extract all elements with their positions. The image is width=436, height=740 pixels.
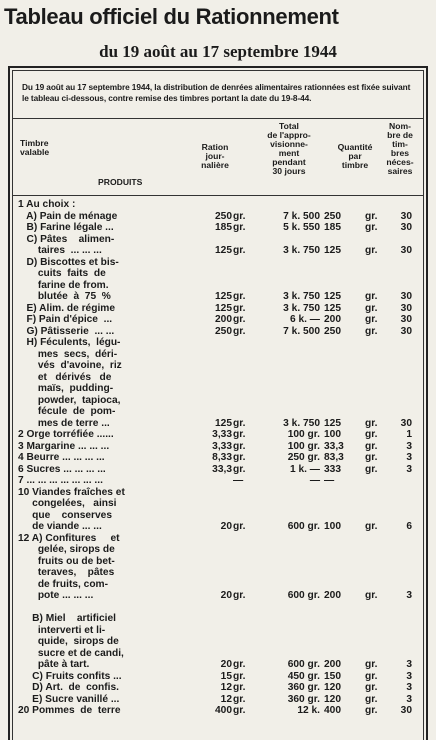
row-ration: 400 xyxy=(215,705,232,716)
row-total: 600 gr. xyxy=(287,659,320,670)
row-ration: 3,33 xyxy=(212,440,232,452)
row-label: gelée, sirops de xyxy=(18,544,115,555)
row-quantite: 120 xyxy=(324,693,341,705)
row-total: 3 k. 750 xyxy=(283,245,320,256)
row-ration: 3,33 xyxy=(212,429,232,440)
table-row xyxy=(18,521,418,533)
row-ration: 125 xyxy=(215,291,232,302)
row-quantite: 83,3 xyxy=(324,452,344,463)
row-unit: gr. xyxy=(365,291,378,302)
row-unit: gr. xyxy=(233,452,246,463)
row-label: G) Pâtisserie ... ... xyxy=(18,325,115,337)
table-row xyxy=(18,671,418,683)
header-quantite: Quantité par timbre xyxy=(337,142,373,170)
row-label: que conserves xyxy=(18,509,112,521)
row-label: mes de terre ... xyxy=(18,417,110,429)
row-nombre: 30 xyxy=(400,417,412,429)
table-row xyxy=(18,705,418,717)
row-unit: gr. xyxy=(233,417,246,429)
row-label: de fruits, com- xyxy=(18,578,109,590)
table-row xyxy=(18,314,418,326)
row-unit: gr. xyxy=(233,705,246,716)
row-label: C) Fruits confits ... xyxy=(18,670,122,682)
row-nombre: 3 xyxy=(406,440,412,452)
row-ration: 20 xyxy=(220,521,232,532)
row-quantite: 125 xyxy=(324,417,341,429)
row-unit: gr. xyxy=(233,314,246,325)
row-total: 100 gr. xyxy=(287,440,320,452)
table-row xyxy=(18,245,418,257)
row-unit: gr. xyxy=(233,590,246,601)
row-unit: gr. xyxy=(233,659,246,670)
table-row xyxy=(18,487,418,499)
row-unit: gr. xyxy=(365,314,378,325)
row-ration: 200 xyxy=(215,314,232,325)
table-row xyxy=(18,441,418,453)
row-label: D) Art. de confis. xyxy=(18,682,119,693)
row-label: H) Féculents, légu- xyxy=(18,337,121,348)
row-unit: gr. xyxy=(365,521,378,532)
row-label: farine de from. xyxy=(18,279,109,291)
row-unit: gr. xyxy=(365,245,378,256)
row-label: 2 Orge torréfiée ...... xyxy=(18,429,114,440)
row-label: 20 Pommes de terre xyxy=(18,705,121,716)
row-ration: 250 xyxy=(215,210,232,222)
document-title: Tableau officiel du Rationnement xyxy=(4,4,339,29)
table-row xyxy=(18,337,418,349)
table-row xyxy=(18,533,418,545)
row-nombre: 30 xyxy=(400,222,412,233)
header-bottom-rule xyxy=(13,195,423,196)
row-ration: 12 xyxy=(220,693,232,705)
row-ration: 125 xyxy=(215,302,232,314)
table-row xyxy=(18,291,418,303)
row-label: 10 Viandes fraîches et xyxy=(18,486,125,498)
row-unit: gr. xyxy=(233,325,246,337)
row-ration: 20 xyxy=(220,659,232,670)
row-total: 12 k. xyxy=(297,705,320,716)
row-unit: gr. xyxy=(365,590,378,601)
row-unit: gr. xyxy=(365,693,378,705)
table-row xyxy=(18,418,418,430)
row-label: 6 Sucres ... ... ... ... xyxy=(18,463,106,475)
row-total: 600 gr. xyxy=(287,590,320,601)
row-label: interverti et li- xyxy=(18,624,106,636)
table-row xyxy=(18,682,418,694)
table-row xyxy=(18,406,418,418)
row-label: C) Pâtes alimen- xyxy=(18,233,115,245)
row-unit: gr. xyxy=(365,417,378,429)
row-unit: gr. xyxy=(233,440,246,452)
row-quantite: 125 xyxy=(324,302,341,314)
table-row xyxy=(18,268,418,280)
row-unit: gr. xyxy=(365,659,378,670)
row-label: cuits faits de xyxy=(18,268,106,279)
row-quantite: 250 xyxy=(324,325,341,337)
table-row xyxy=(18,544,418,556)
row-ration: 250 xyxy=(215,325,232,337)
row-unit: gr. xyxy=(365,682,378,693)
row-nombre: 30 xyxy=(400,291,412,302)
table-row xyxy=(18,590,418,602)
row-quantite: 100 xyxy=(324,521,341,532)
row-total: 360 gr. xyxy=(287,682,320,693)
row-label: pâte à tart. xyxy=(18,659,90,670)
row-total: 360 gr. xyxy=(287,693,320,705)
row-ration: 125 xyxy=(215,417,232,429)
row-label: fruits ou de bet- xyxy=(18,555,115,567)
row-nombre: 1 xyxy=(406,429,412,440)
row-label: B) Farine légale ... xyxy=(18,222,114,233)
table-row xyxy=(18,383,418,395)
table-row xyxy=(18,556,418,568)
table-row xyxy=(18,452,418,464)
row-unit: gr. xyxy=(233,210,246,222)
row-label: mes secs, déri- xyxy=(18,348,118,360)
table-row xyxy=(18,280,418,292)
table-row xyxy=(18,326,418,338)
row-label: de viande ... ... xyxy=(18,521,102,532)
row-quantite: 100 xyxy=(324,429,341,440)
table-row xyxy=(18,659,418,671)
row-nombre: 30 xyxy=(400,302,412,314)
table-row xyxy=(18,579,418,591)
row-ration: 12 xyxy=(220,682,232,693)
row-unit: gr. xyxy=(365,440,378,452)
table-row xyxy=(18,694,418,706)
row-total: 5 k. 550 xyxy=(283,222,320,233)
row-quantite: — xyxy=(324,475,335,486)
row-unit: gr. xyxy=(233,302,246,314)
row-label: 7 ... ... ... ... ... ... ... xyxy=(18,475,103,486)
row-quantite: 120 xyxy=(324,682,341,693)
header-total: Total de l'appro- visionne- ment pendant 30 jours xyxy=(267,121,311,176)
row-nombre: 30 xyxy=(400,245,412,256)
row-nombre: 3 xyxy=(406,693,412,705)
row-nombre: 3 xyxy=(406,452,412,463)
row-unit: gr. xyxy=(233,693,246,705)
row-total: 1 k. — xyxy=(289,463,320,475)
row-label: F) Pain d'épice ... xyxy=(18,314,113,325)
row-unit: gr. xyxy=(233,222,246,233)
table-row xyxy=(18,395,418,407)
row-quantite: 200 xyxy=(324,590,341,601)
row-total: 3 k. 750 xyxy=(283,417,320,429)
row-unit: gr. xyxy=(365,302,378,314)
header-ration: Ration jour- nalière xyxy=(201,142,229,170)
row-total: 600 gr. xyxy=(287,521,320,532)
row-label: congelées, ainsi xyxy=(18,498,117,509)
row-label: teraves, pâtes xyxy=(18,567,115,578)
row-total: — xyxy=(309,475,320,486)
row-quantite: 125 xyxy=(324,245,341,256)
row-nombre: 30 xyxy=(400,325,412,337)
row-nombre: 30 xyxy=(400,314,412,325)
row-label: quide, sirops de xyxy=(18,636,119,647)
row-total: 3 k. 750 xyxy=(283,291,320,302)
row-total: 7 k. 500 xyxy=(283,325,320,337)
row-quantite: 200 xyxy=(324,659,341,670)
table-row xyxy=(18,303,418,315)
row-nombre: 30 xyxy=(400,705,412,716)
table-row xyxy=(18,360,418,372)
row-label: fécule de pom- xyxy=(18,406,116,417)
row-unit: gr. xyxy=(365,429,378,440)
row-unit: gr. xyxy=(365,452,378,463)
row-label: A) Pain de ménage xyxy=(18,210,118,222)
row-nombre: 3 xyxy=(406,463,412,475)
row-ration: 33,3 xyxy=(212,463,232,475)
row-total: 7 k. 500 xyxy=(283,210,320,222)
header-top-rule xyxy=(13,118,423,119)
document-subtitle: du 19 août au 17 septembre 1944 xyxy=(99,42,337,61)
header-nombre: Nom- bre de tim- bres néces- saires xyxy=(386,121,414,176)
table-row xyxy=(18,257,418,269)
row-ration: 15 xyxy=(220,670,232,682)
row-total: 250 gr. xyxy=(287,452,320,463)
row-unit: gr. xyxy=(233,463,246,475)
row-nombre: 3 xyxy=(406,670,412,682)
row-quantite: 185 xyxy=(324,222,341,233)
intro-paragraph: Du 19 août au 17 septembre 1944, la distribution de denrées alimentaires rationnées est fixée suivant le tableau ci-dessous, contre remise des timbres portant la date du 19-8-44. xyxy=(22,82,411,103)
row-label: et dérivés de xyxy=(18,371,112,383)
row-quantite: 150 xyxy=(324,670,341,682)
row-unit: — xyxy=(233,475,244,486)
row-label: E) Alim. de régime xyxy=(18,302,115,314)
row-label: D) Biscottes et bis- xyxy=(18,256,119,268)
row-ration: 20 xyxy=(220,590,232,601)
row-unit: gr. xyxy=(233,291,246,302)
row-ration: 8,33 xyxy=(212,452,232,463)
table-row xyxy=(18,636,418,648)
row-label: 3 Margarine ... ... ... xyxy=(18,440,110,452)
row-quantite: 125 xyxy=(324,291,341,302)
row-quantite: 200 xyxy=(324,314,341,325)
table-row xyxy=(18,234,418,246)
table-row xyxy=(18,211,418,223)
table-row xyxy=(18,475,418,487)
row-label: taires ... ... ... xyxy=(18,245,102,256)
row-label: 4 Beurre ... ... ... ... xyxy=(18,452,105,463)
table-row xyxy=(18,349,418,361)
row-label: vés d'avoine, riz xyxy=(18,360,122,371)
row-nombre: 6 xyxy=(406,521,412,532)
row-label: sucre et de candi, xyxy=(18,647,124,659)
table-row xyxy=(18,613,418,625)
row-unit: gr. xyxy=(365,222,378,233)
row-quantite: 33,3 xyxy=(324,440,344,452)
table-row xyxy=(18,372,418,384)
table-row xyxy=(18,602,418,614)
row-nombre: 3 xyxy=(406,590,412,601)
row-total: 6 k. — xyxy=(289,314,320,325)
table-row xyxy=(18,625,418,637)
table-row xyxy=(18,222,418,234)
header-produits: PRODUITS xyxy=(98,177,143,187)
row-total: 450 gr. xyxy=(287,670,320,682)
table-row xyxy=(18,199,418,211)
table-row xyxy=(18,648,418,660)
row-label: blutée à 75 % xyxy=(18,291,111,302)
row-unit: gr. xyxy=(365,210,378,222)
table-row xyxy=(18,567,418,579)
row-unit: gr. xyxy=(365,705,378,716)
row-quantite: 250 xyxy=(324,210,341,222)
ration-table xyxy=(18,199,418,717)
row-label: maïs, pudding- xyxy=(18,383,114,394)
row-ration: 125 xyxy=(215,245,232,256)
table-row xyxy=(18,498,418,510)
row-label: 12 A) Confitures et xyxy=(18,532,120,544)
row-total: 3 k. 750 xyxy=(283,302,320,314)
table-row xyxy=(18,510,418,522)
row-label: powder, tapioca, xyxy=(18,394,121,406)
row-unit: gr. xyxy=(233,682,246,693)
row-unit: gr. xyxy=(233,245,246,256)
row-nombre: 3 xyxy=(406,659,412,670)
row-label: pote ... ... ... xyxy=(18,590,94,601)
row-label: E) Sucre vanillé ... xyxy=(18,693,120,705)
row-unit: gr. xyxy=(233,670,246,682)
table-row xyxy=(18,429,418,441)
row-nombre: 3 xyxy=(406,682,412,693)
row-unit: gr. xyxy=(233,429,246,440)
row-unit: gr. xyxy=(365,325,378,337)
row-quantite: 400 xyxy=(324,705,341,716)
row-ration: 185 xyxy=(215,222,232,233)
row-unit: gr. xyxy=(365,463,378,475)
table-row xyxy=(18,464,418,476)
row-total: 100 gr. xyxy=(287,429,320,440)
row-quantite: 333 xyxy=(324,463,341,475)
row-unit: gr. xyxy=(365,670,378,682)
header-timbre: Timbre valable xyxy=(20,138,50,157)
row-nombre: 30 xyxy=(400,210,412,222)
row-label: B) Miel artificiel xyxy=(18,613,116,624)
row-label: 1 Au choix : xyxy=(18,199,76,210)
row-unit: gr. xyxy=(233,521,246,532)
